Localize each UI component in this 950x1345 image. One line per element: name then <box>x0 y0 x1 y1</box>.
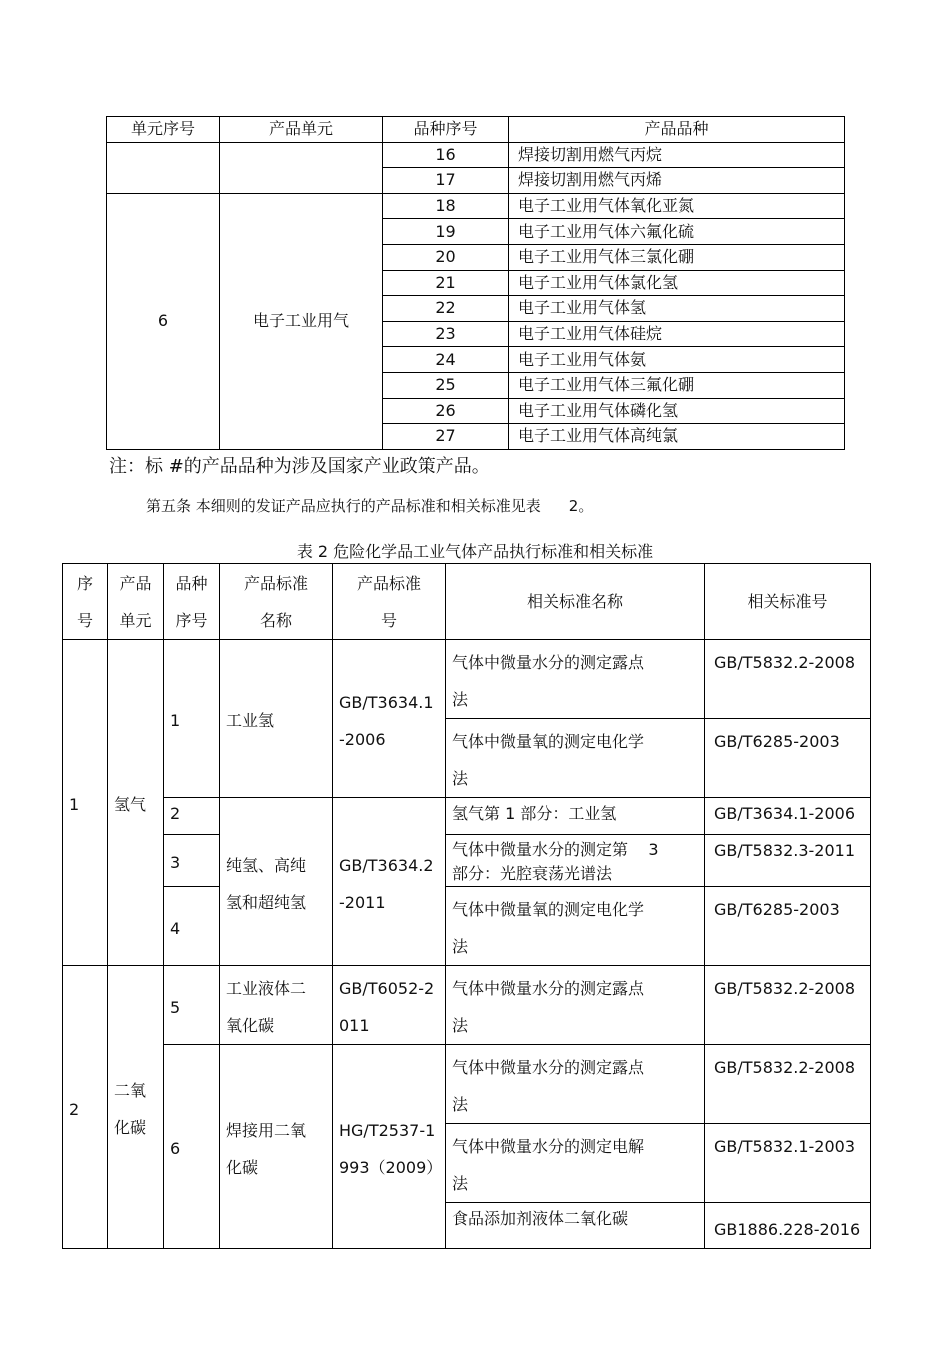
table-row <box>63 1045 871 1124</box>
variety-cell: 3 <box>164 835 220 887</box>
table-row <box>63 887 871 966</box>
col-header-unit: 产品 单元 <box>108 564 164 640</box>
unit-cell: 氢气 <box>108 640 164 966</box>
variety-name-cell: 焊接切割用燃气丙烷 <box>509 142 845 168</box>
unit-name-cell <box>220 142 383 193</box>
related-name-cell: 气体中微量氧的测定电化学 法 <box>446 719 705 798</box>
seq-cell: 2 <box>63 966 108 1249</box>
variety-name-cell: 电子工业用气体硅烷 <box>509 321 845 347</box>
std-no-cell: HG/T2537-1 993（2009） <box>333 1045 446 1249</box>
variety-no-cell: 21 <box>383 270 509 296</box>
variety-cell: 2 <box>164 798 220 835</box>
table-caption: 表 2 危险化学品工业气体产品执行标准和相关标准 <box>296 542 654 561</box>
related-no-cell: GB/T5832.1-2003 <box>705 1124 871 1203</box>
col-header-variety: 产品品种 <box>509 117 845 143</box>
related-name-cell: 气体中微量氧的测定电化学 法 <box>446 887 705 966</box>
variety-no-cell: 25 <box>383 372 509 398</box>
std-name-cell: 焊接用二氧 化碳 <box>220 1045 333 1249</box>
variety-cell: 1 <box>164 640 220 798</box>
variety-name-cell: 电子工业用气体六氟化硫 <box>509 219 845 245</box>
related-name-cell: 氢气第 1 部分：工业氢 <box>446 798 705 835</box>
col-header-variety: 品种 序号 <box>164 564 220 640</box>
variety-no-cell: 26 <box>383 398 509 424</box>
std-name-cell: 工业液体二 氧化碳 <box>220 966 333 1045</box>
table-row <box>107 193 845 219</box>
variety-name-cell: 电子工业用气体氨 <box>509 347 845 373</box>
seq-cell: 1 <box>63 640 108 966</box>
variety-no-cell: 23 <box>383 321 509 347</box>
unit-no-cell: 6 <box>107 193 220 449</box>
related-name-cell: 气体中微量水分的测定第 3 部分：光腔衰荡光谱法 <box>446 835 705 887</box>
variety-no-cell: 20 <box>383 244 509 270</box>
variety-no-cell: 24 <box>383 347 509 373</box>
variety-name-cell: 电子工业用气体三氯化硼 <box>509 244 845 270</box>
variety-no-cell: 17 <box>383 168 509 194</box>
table-row <box>63 966 871 1045</box>
variety-name-cell: 电子工业用气体磷化氢 <box>509 398 845 424</box>
std-name-cell: 工业氢 <box>220 640 333 798</box>
related-name-cell: 食品添加剂液体二氧化碳 <box>446 1203 705 1249</box>
variety-name-cell: 电子工业用气体氧化亚氮 <box>509 193 845 219</box>
variety-cell: 4 <box>164 887 220 966</box>
std-no-cell: GB/T3634.1 -2006 <box>333 640 446 798</box>
related-no-cell: GB/T5832.2-2008 <box>705 640 871 719</box>
col-header-variety-no: 品种序号 <box>383 117 509 143</box>
col-header-std-name: 产品标准 名称 <box>220 564 333 640</box>
article-paragraph <box>146 495 593 516</box>
related-no-cell: GB/T5832.2-2008 <box>705 1045 871 1124</box>
related-name-cell: 气体中微量水分的测定电解 法 <box>446 1124 705 1203</box>
related-no-cell: GB/T6285-2003 <box>705 887 871 966</box>
col-header-related-no: 相关标准号 <box>705 564 871 640</box>
unit-cell: 二氧 化碳 <box>108 966 164 1249</box>
paragraph-text: 第五条 本细则的发证产品应执行的产品标准和相关标准见表 <box>146 497 541 515</box>
col-header-seq: 序 号 <box>63 564 108 640</box>
variety-name-cell: 电子工业用气体三氟化硼 <box>509 372 845 398</box>
std-no-cell: GB/T6052-2 011 <box>333 966 446 1045</box>
variety-name-cell: 电子工业用气体氢 <box>509 296 845 322</box>
table-note: 注：标 #的产品品种为涉及国家产业政策产品。 <box>109 456 490 477</box>
standards-table <box>62 563 871 1249</box>
table-header-row <box>107 117 845 143</box>
product-variety-table <box>106 116 845 450</box>
col-header-unit-no: 单元序号 <box>107 117 220 143</box>
table-row <box>63 640 871 719</box>
variety-name-cell: 电子工业用气体高纯氯 <box>509 424 845 450</box>
related-name-cell: 气体中微量水分的测定露点 法 <box>446 1045 705 1124</box>
variety-cell: 5 <box>164 966 220 1045</box>
related-no-cell: GB1886.228-2016 <box>705 1203 871 1249</box>
related-name-cell: 气体中微量水分的测定露点 法 <box>446 640 705 719</box>
col-header-std-no: 产品标准 号 <box>333 564 446 640</box>
table-row <box>107 142 845 168</box>
variety-no-cell: 16 <box>383 142 509 168</box>
col-header-unit: 产品单元 <box>220 117 383 143</box>
related-no-cell: GB/T5832.2-2008 <box>705 966 871 1045</box>
related-no-cell: GB/T5832.3-2011 <box>705 835 871 887</box>
table-row <box>63 835 871 887</box>
variety-name-cell: 电子工业用气体氯化氢 <box>509 270 845 296</box>
related-no-cell: GB/T3634.1-2006 <box>705 798 871 835</box>
variety-name-cell: 焊接切割用燃气丙烯 <box>509 168 845 194</box>
variety-no-cell: 27 <box>383 424 509 450</box>
table-header-row <box>63 564 871 640</box>
variety-no-cell: 18 <box>383 193 509 219</box>
col-header-related-name: 相关标准名称 <box>446 564 705 640</box>
variety-cell: 6 <box>164 1045 220 1249</box>
variety-no-cell: 22 <box>383 296 509 322</box>
std-name-cell: 纯氢、高纯 氢和超纯氢 <box>220 798 333 966</box>
std-no-cell: GB/T3634.2 -2011 <box>333 798 446 966</box>
related-no-cell: GB/T6285-2003 <box>705 719 871 798</box>
variety-no-cell: 19 <box>383 219 509 245</box>
table-row <box>63 798 871 835</box>
table-reference: 2。 <box>568 497 594 515</box>
unit-name-cell: 电子工业用气 <box>220 193 383 449</box>
unit-no-cell <box>107 142 220 193</box>
related-name-cell: 气体中微量水分的测定露点 法 <box>446 966 705 1045</box>
